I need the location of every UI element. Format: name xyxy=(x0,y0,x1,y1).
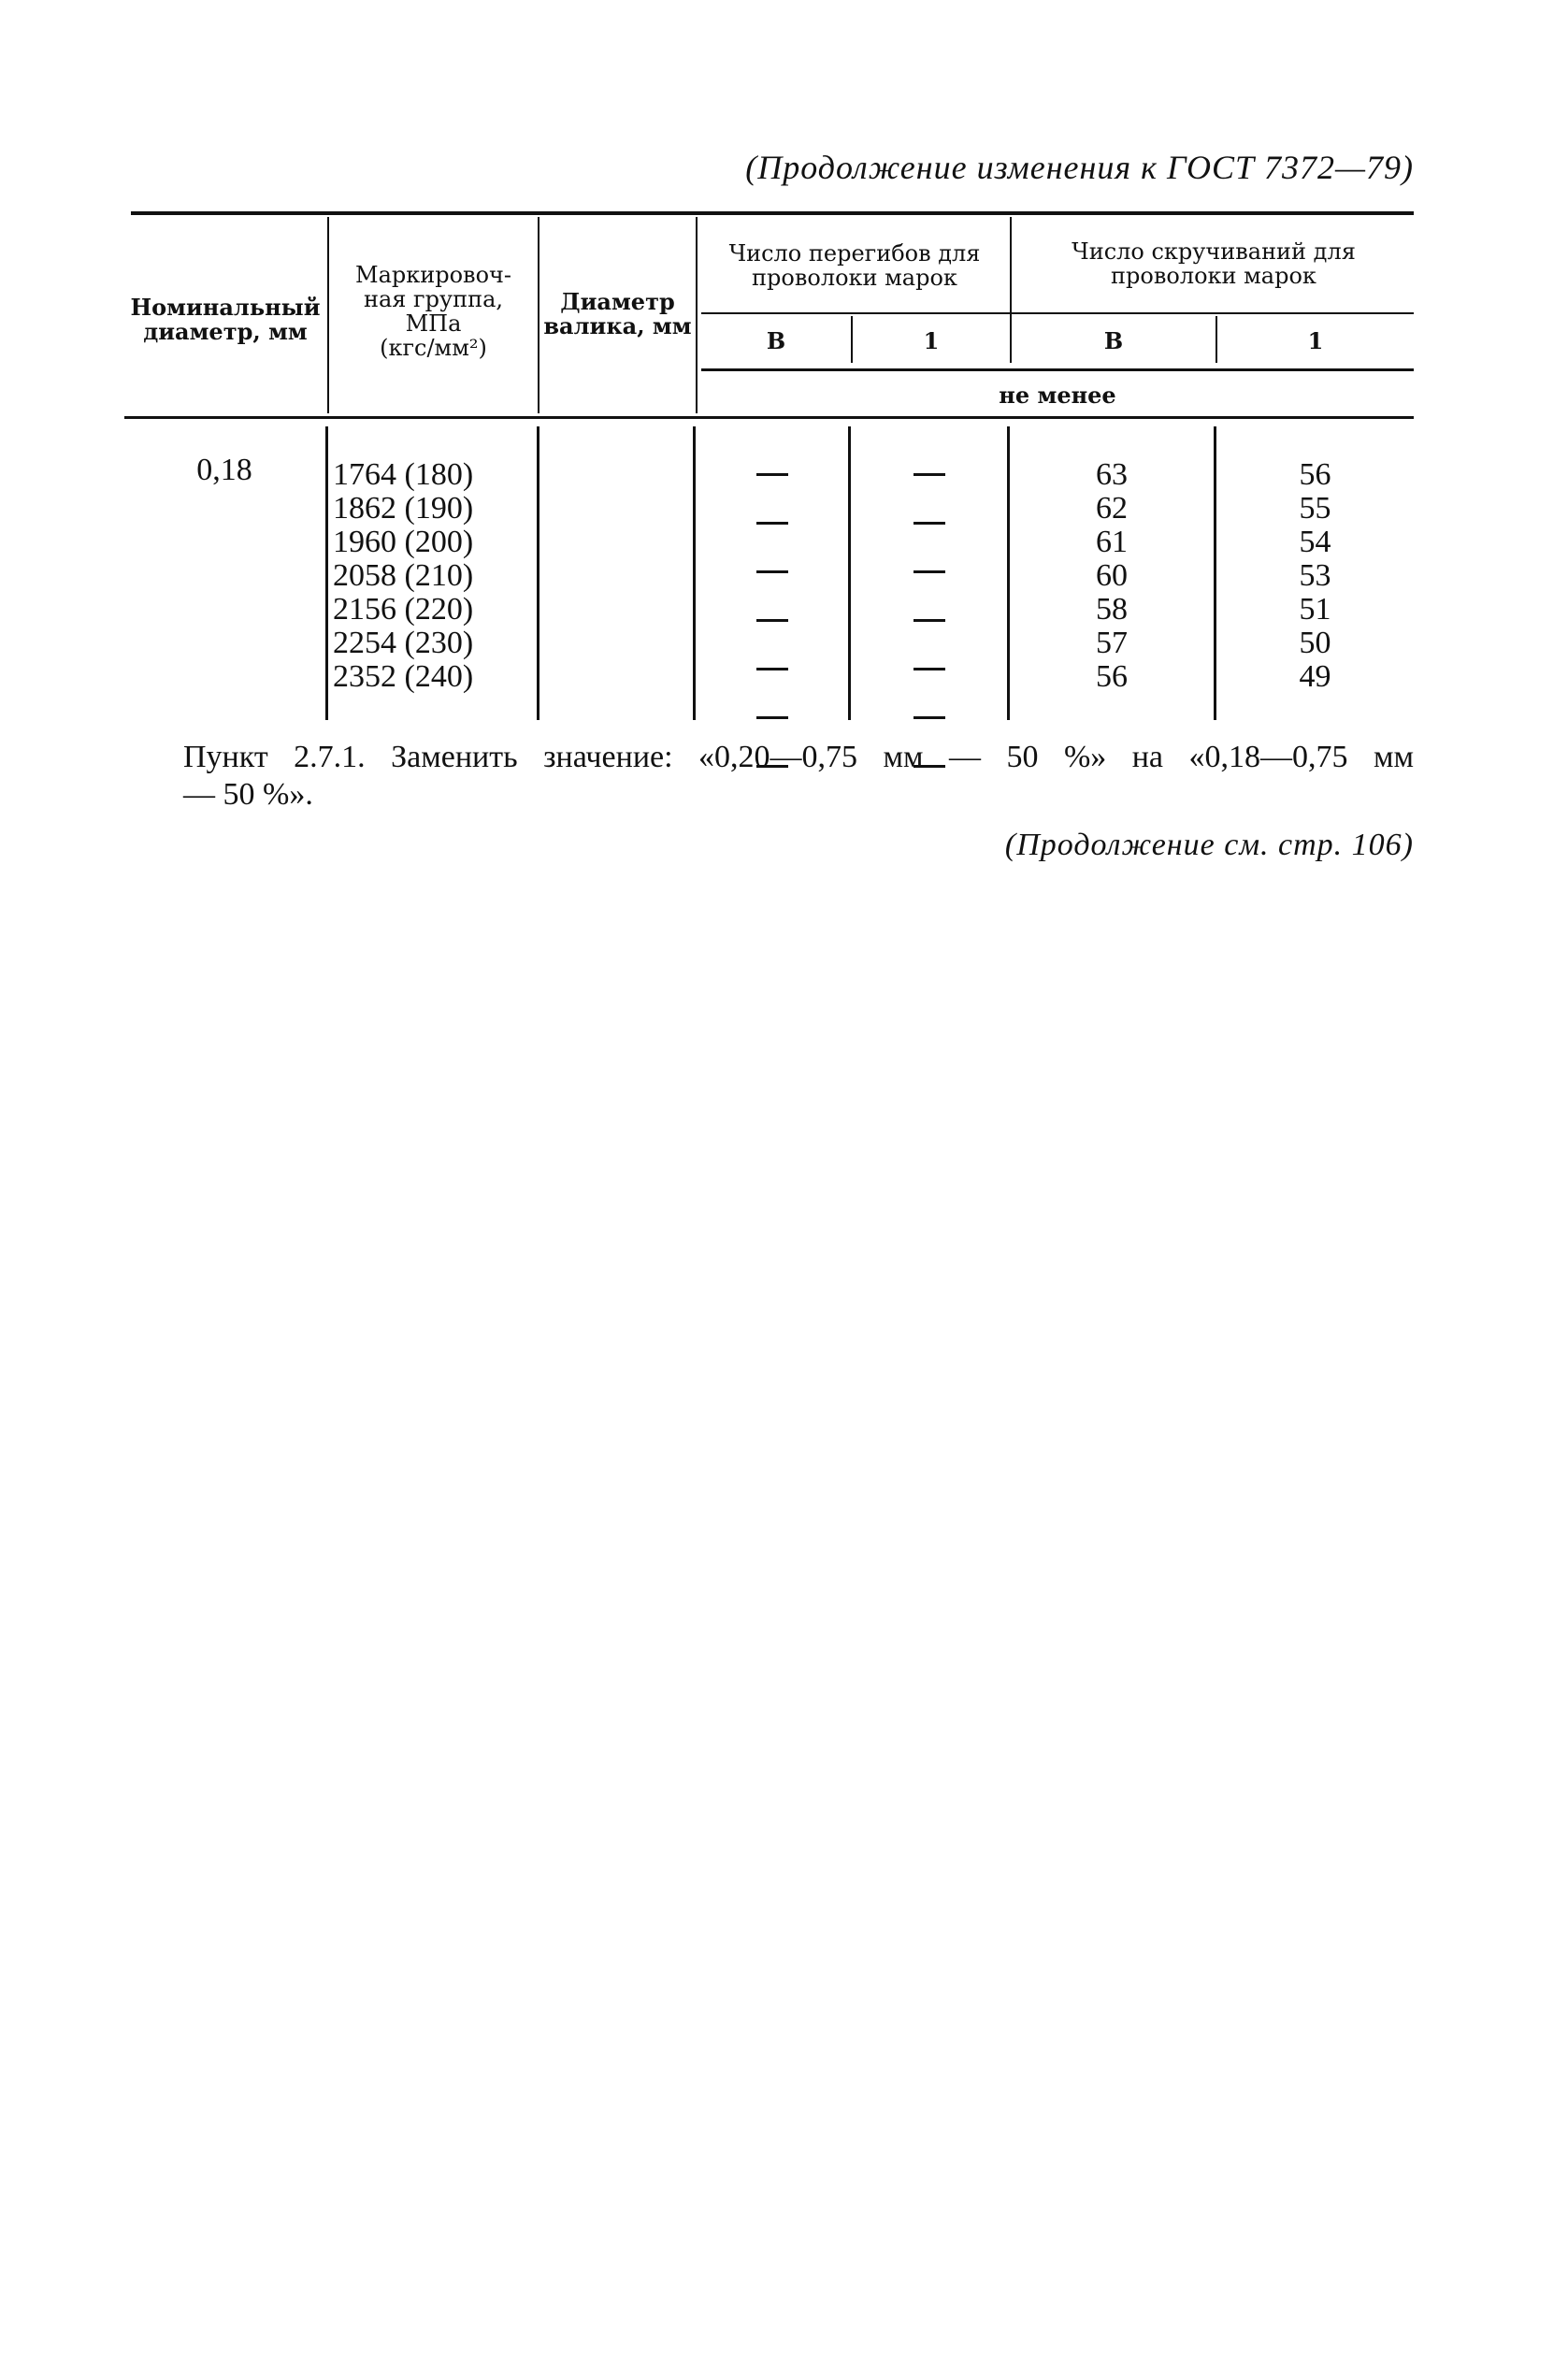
table-cell-bends-1 xyxy=(851,570,1007,604)
header-bottom-rule xyxy=(124,416,1414,419)
nominal-diameter-value: 0,18 xyxy=(196,453,252,487)
table-cell-group: 2058 (210) xyxy=(333,558,474,593)
dash-mark xyxy=(913,668,945,670)
dash-mark xyxy=(756,522,788,525)
header-marking-group: Маркировоч- ная группа, МПа (кгс/мм²) xyxy=(355,262,511,361)
table-cell-twists-1: 49 xyxy=(1299,659,1331,694)
table-cell-group: 1960 (200) xyxy=(333,525,474,559)
header-twists-grade-b: В xyxy=(1103,327,1124,354)
dash-mark xyxy=(756,668,788,670)
continuation-note: (Продолжение см. стр. 106) xyxy=(1004,828,1414,862)
table-cell-bends-1 xyxy=(851,619,1007,653)
table-cell-twists-1: 50 xyxy=(1299,626,1331,660)
amendment-line-1: Пункт 2.7.1. Заменить значение: «0,20—0,75 мм — 50 %» на «0,18—0,75 мм xyxy=(183,740,1414,774)
twists-1-column xyxy=(1216,458,1414,694)
body-divider-1 xyxy=(325,426,328,720)
table-cell-twists-b: 60 xyxy=(1096,558,1128,593)
header-bends-grade-b: В xyxy=(766,327,786,354)
twists-b-column xyxy=(1010,458,1214,694)
grade-row-rule xyxy=(701,368,1414,371)
dash-mark xyxy=(756,570,788,573)
header-roller-diameter: Диаметр валика, мм xyxy=(543,288,692,339)
marking-group-column xyxy=(333,458,534,694)
table-cell-twists-b: 61 xyxy=(1096,525,1128,559)
header-twists-grade-1: 1 xyxy=(1307,327,1324,354)
dash-mark xyxy=(756,619,788,622)
header-twists: Число скручиваний для проволоки марок xyxy=(1072,238,1356,289)
table-cell-bends-b xyxy=(696,473,848,507)
dash-mark xyxy=(756,716,788,719)
table-cell-bends-b xyxy=(696,619,848,653)
table-cell-bends-b xyxy=(696,570,848,604)
header-bends-grade-1: 1 xyxy=(923,327,940,354)
dash-mark xyxy=(913,473,945,476)
table-cell-twists-b: 57 xyxy=(1096,626,1128,660)
body-divider-2 xyxy=(537,426,539,720)
table-cell-twists-b: 63 xyxy=(1096,457,1128,492)
dash-mark xyxy=(913,522,945,525)
table-cell-twists-1: 55 xyxy=(1299,491,1331,526)
table-cell-group: 2254 (230) xyxy=(333,626,474,660)
header-bends: Число перегибов для проволоки марок xyxy=(728,240,981,291)
table-cell-bends-b xyxy=(696,668,848,701)
table-top-rule xyxy=(131,211,1414,215)
table-cell-twists-1: 51 xyxy=(1299,592,1331,627)
amendment-line-2: — 50 %». xyxy=(183,777,313,812)
table-cell-twists-1: 54 xyxy=(1299,525,1331,559)
table-cell-bends-b xyxy=(696,522,848,555)
table-cell-group: 2156 (220) xyxy=(333,592,474,627)
table-cell-twists-b: 56 xyxy=(1096,659,1128,694)
table-cell-twists-1: 53 xyxy=(1299,558,1331,593)
table-cell-bends-1 xyxy=(851,668,1007,701)
header-divider-3 xyxy=(696,217,698,413)
table-cell-bends-1 xyxy=(851,473,1007,507)
header-nominal-diameter: Номинальный диаметр, мм xyxy=(130,294,321,345)
table-cell-bends-1 xyxy=(851,522,1007,555)
page-header: (Продолжение изменения к ГОСТ 7372—79) xyxy=(745,149,1414,186)
subheader-rule xyxy=(701,312,1414,314)
dash-mark xyxy=(913,619,945,622)
dash-mark xyxy=(913,570,945,573)
table-cell-group: 2352 (240) xyxy=(333,659,474,694)
table-cell-group: 1862 (190) xyxy=(333,491,474,526)
dash-mark xyxy=(756,473,788,476)
table-cell-twists-1: 56 xyxy=(1299,457,1331,492)
dash-mark xyxy=(913,716,945,719)
table-cell-group: 1764 (180) xyxy=(333,457,474,492)
table-cell-twists-b: 58 xyxy=(1096,592,1128,627)
table-cell-twists-b: 62 xyxy=(1096,491,1128,526)
header-not-less: не менее xyxy=(999,382,1116,409)
amendment-paragraph xyxy=(183,739,1414,814)
